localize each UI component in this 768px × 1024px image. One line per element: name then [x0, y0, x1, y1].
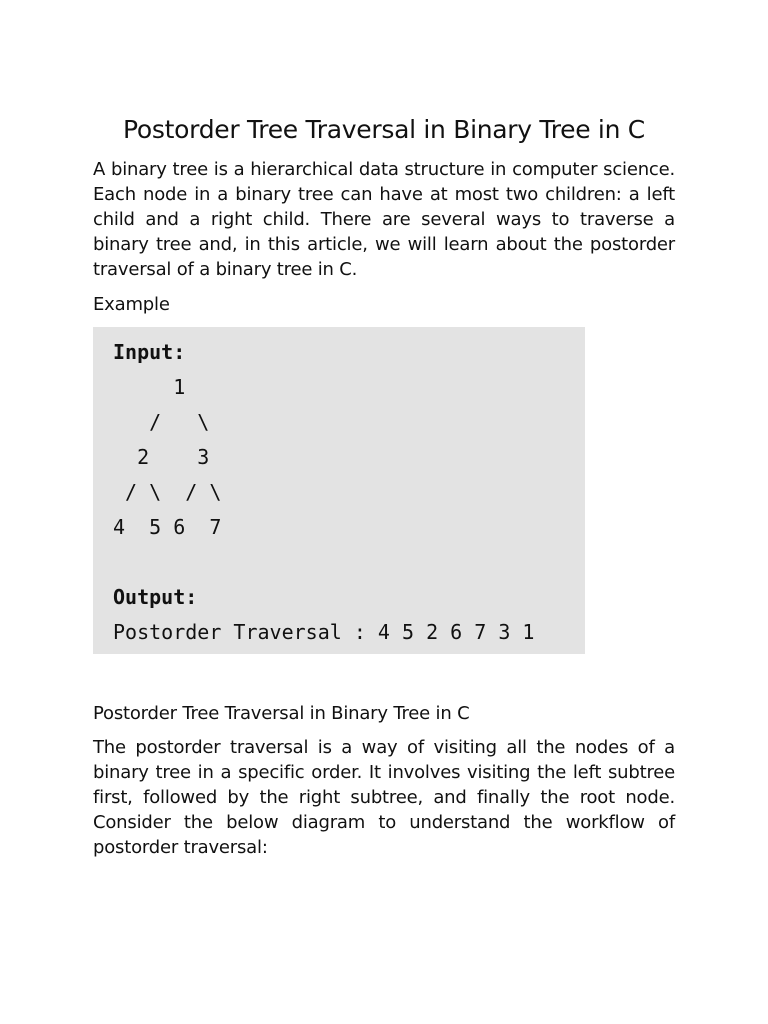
example-heading: Example	[93, 294, 170, 315]
intro-paragraph	[93, 157, 675, 282]
tree-line: 4 5 6 7	[113, 515, 222, 539]
output-label: Output:	[113, 585, 198, 609]
tree-line: / \	[113, 410, 210, 434]
binary-tree-term: binary tree	[110, 159, 208, 180]
intro-prefix: A	[93, 159, 111, 180]
blank-line	[113, 545, 534, 580]
tree-line: 2 3	[113, 445, 210, 469]
page-title: Postorder Tree Traversal in Binary Tree in C	[123, 115, 645, 144]
output-line: Postorder Traversal : 4 5 2 6 7 3 1	[113, 620, 535, 644]
input-label: Input:	[113, 340, 186, 364]
section-heading: Postorder Tree Traversal in Binary Tree in C	[93, 703, 470, 724]
code-block	[93, 327, 585, 654]
section-paragraph: The postorder traversal is a way of visiting all the nodes of a binary tree in a specific order. It involves visiting the left subtree first, followed by the right subtree, and finally the root node. Consider the below diagram to understand the workflow of postorder traversal:	[93, 737, 675, 858]
tree-line: / \ / \	[113, 480, 222, 504]
code-content	[113, 335, 534, 650]
tree-line: 1	[113, 375, 186, 399]
intro-rest: is a hierarchical data structure in computer science. Each node in a binary tree can have at most two children: a left child and a right child. There are several ways to traverse a binary tree and, in this article, we will learn about the postorder traversal of a binary tree in C.	[93, 159, 675, 280]
